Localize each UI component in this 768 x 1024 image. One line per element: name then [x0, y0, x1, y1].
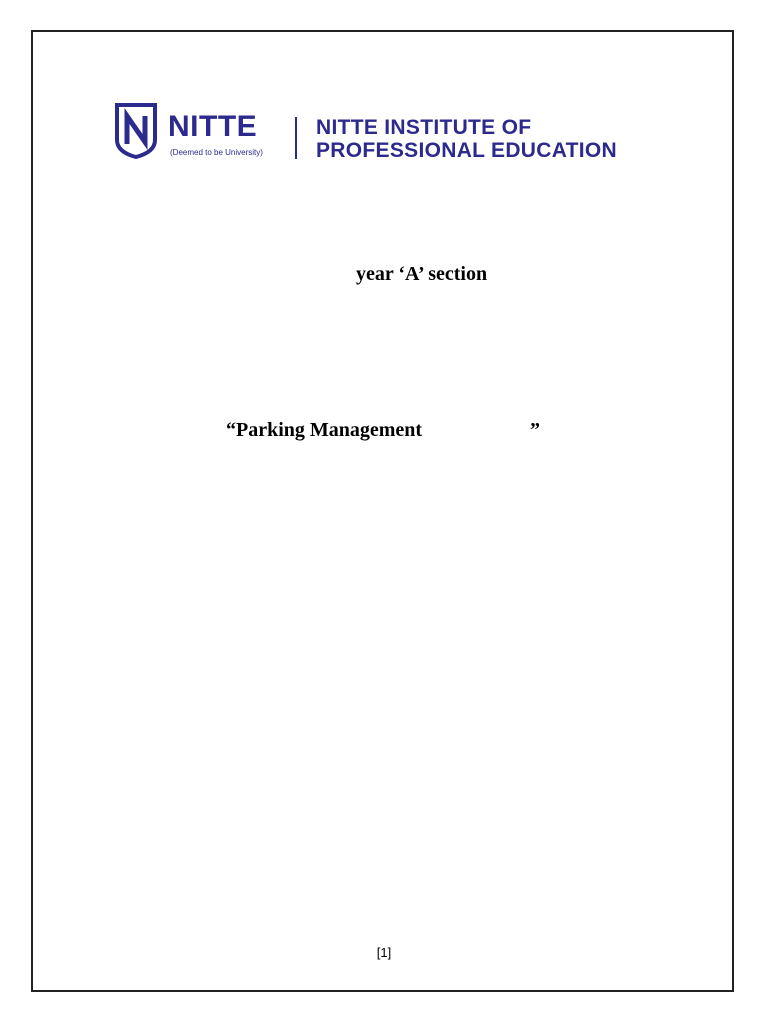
logo-institute-line1: NITTE INSTITUTE OF — [316, 116, 532, 139]
logo-institute-line2: PROFESSIONAL EDUCATION — [316, 139, 618, 162]
page-number: [1] — [376, 945, 392, 960]
logo-institute-name — [316, 116, 617, 162]
logo-wordmark: NITTE — [168, 110, 258, 143]
year-section-text: year ‘A’ section — [356, 263, 488, 285]
logo-tagline: (Deemed to be University) — [170, 148, 263, 157]
project-title-closing-quote: ” — [530, 419, 540, 441]
page-border — [31, 30, 734, 992]
project-title: “Parking Management — [226, 419, 423, 441]
logo-divider — [295, 117, 297, 159]
nitte-shield-icon — [113, 102, 159, 159]
nitte-logo — [113, 102, 673, 162]
